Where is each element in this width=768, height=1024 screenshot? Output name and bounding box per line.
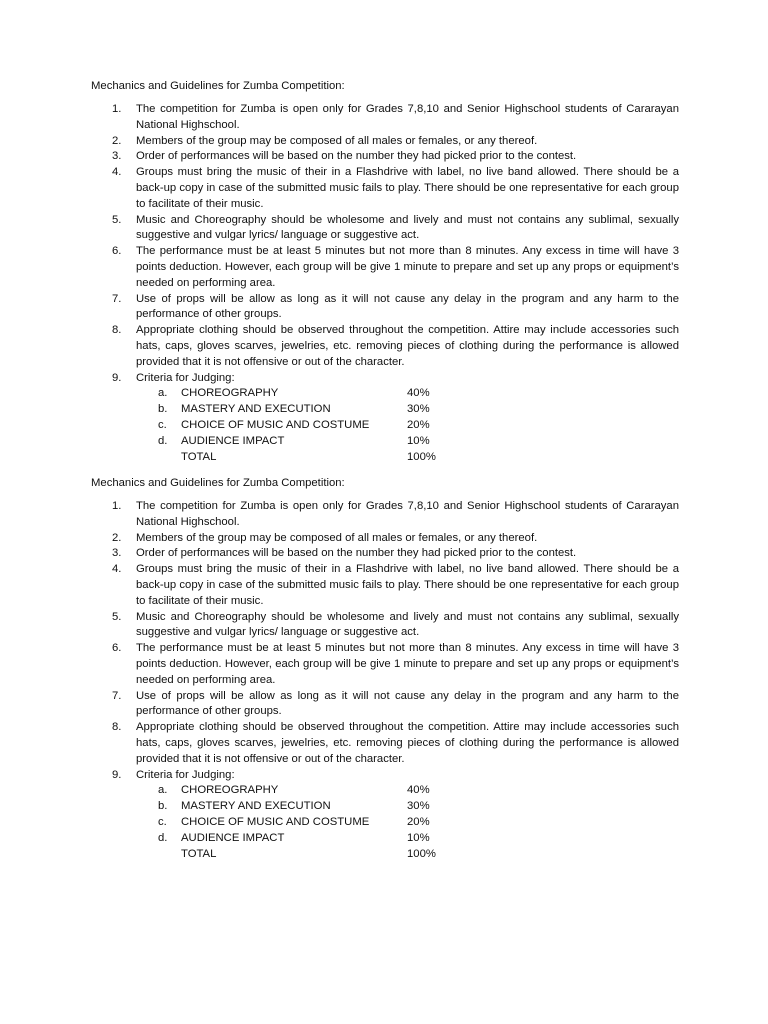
guidelines-section <box>91 476 679 863</box>
item-text: The competition for Zumba is open only for Grades 7,8,10 and Senior Highschool students of Cararayan National Highschool. <box>136 103 679 131</box>
criteria-row <box>91 783 679 799</box>
item-text: The competition for Zumba is open only for Grades 7,8,10 and Senior Highschool students of Cararayan National Highschool. <box>136 500 679 528</box>
guidelines-section <box>91 79 679 466</box>
criteria-percent: 30% <box>407 403 430 416</box>
item-number: 2. <box>112 531 122 544</box>
criteria-list <box>91 783 679 862</box>
criteria-letter: a. <box>158 387 168 400</box>
item-number: 6. <box>112 245 122 258</box>
criteria-name: TOTAL <box>181 450 217 463</box>
guidelines-list <box>91 102 679 386</box>
criteria-percent: 20% <box>407 419 430 432</box>
criteria-letter: c. <box>158 816 167 829</box>
item-number: 4. <box>112 166 122 179</box>
criteria-name: CHOREOGRAPHY <box>181 784 279 797</box>
criteria-name: AUDIENCE IMPACT <box>181 435 285 448</box>
list-item <box>91 371 679 387</box>
item-number: 3. <box>112 547 122 560</box>
item-number: 2. <box>112 134 122 147</box>
list-item <box>91 641 679 688</box>
criteria-row <box>91 799 679 815</box>
list-item <box>91 244 679 291</box>
item-text: Music and Choreography should be wholesome and lively and must not contains any sublimal, sexually suggestive and vulgar lyrics/ language or suggestive act. <box>136 213 679 242</box>
criteria-percent: 100% <box>407 847 436 860</box>
item-text: The performance must be at least 5 minutes but not more than 8 minutes. Any excess in time will have 3 points deduction. However, each group will be give 1 minute to prepare and set up any props or equipment’s needed on performing area. <box>136 642 679 686</box>
criteria-percent: 40% <box>407 387 430 400</box>
item-text: Criteria for Judging: <box>136 371 235 384</box>
section-heading: Mechanics and Guidelines for Zumba Competition: <box>91 80 345 92</box>
item-number: 5. <box>112 213 122 226</box>
criteria-name: CHOICE OF MUSIC AND COSTUME <box>181 816 370 829</box>
criteria-name: AUDIENCE IMPACT <box>181 832 285 845</box>
list-item <box>91 292 679 324</box>
criteria-percent: 40% <box>407 784 430 797</box>
section-heading: Mechanics and Guidelines for Zumba Competition: <box>91 477 345 489</box>
criteria-row <box>91 402 679 418</box>
list-item <box>91 610 679 642</box>
item-text: Criteria for Judging: <box>136 768 235 781</box>
item-text: Members of the group may be composed of all males or females, or any thereof. <box>136 531 538 544</box>
criteria-letter: d. <box>158 435 168 448</box>
criteria-row <box>91 418 679 434</box>
criteria-row <box>91 386 679 402</box>
item-text: The performance must be at least 5 minutes but not more than 8 minutes. Any excess in time will have 3 points deduction. However, each group will be give 1 minute to prepare and set up any props or equipment’s needed on performing area. <box>136 245 679 289</box>
list-item <box>91 720 679 767</box>
item-text: Order of performances will be based on the number they had picked prior to the contest. <box>136 150 577 163</box>
criteria-percent: 30% <box>407 800 430 813</box>
item-number: 7. <box>112 689 122 702</box>
criteria-name: TOTAL <box>181 847 217 860</box>
criteria-letter: b. <box>158 403 168 416</box>
list-item <box>91 531 679 547</box>
criteria-letter: d. <box>158 832 168 845</box>
criteria-row <box>91 434 679 450</box>
list-item <box>91 768 679 784</box>
criteria-letter: a. <box>158 784 168 797</box>
criteria-name: CHOREOGRAPHY <box>181 387 279 400</box>
list-item <box>91 689 679 721</box>
criteria-percent: 10% <box>407 832 430 845</box>
criteria-letter: c. <box>158 419 167 432</box>
criteria-percent: 20% <box>407 816 430 829</box>
item-number: 9. <box>112 371 122 384</box>
list-item <box>91 149 679 165</box>
criteria-percent: 10% <box>407 435 430 448</box>
list-item <box>91 134 679 150</box>
item-text: Order of performances will be based on the number they had picked prior to the contest. <box>136 547 577 560</box>
item-number: 1. <box>112 500 122 512</box>
criteria-row <box>91 831 679 847</box>
item-number: 8. <box>112 324 122 337</box>
guidelines-list <box>91 499 679 783</box>
item-text: Appropriate clothing should be observed throughout the competition. Attire may include accessories such hats, caps, gloves scarves, jewelries, etc. removing pieces of clothing during the performance is allowed provided that it is not offensive or out of the character. <box>136 324 679 368</box>
item-number: 6. <box>112 642 122 655</box>
item-number: 4. <box>112 563 122 576</box>
item-text: Members of the group may be composed of all males or females, or any thereof. <box>136 134 538 147</box>
list-item <box>91 499 679 531</box>
criteria-total-row <box>91 847 679 863</box>
item-number: 5. <box>112 610 122 623</box>
criteria-total-row <box>91 450 679 466</box>
item-number: 3. <box>112 150 122 163</box>
item-text: Music and Choreography should be wholesome and lively and must not contains any sublimal, sexually suggestive and vulgar lyrics/ language or suggestive act. <box>136 610 679 639</box>
item-number: 9. <box>112 768 122 781</box>
criteria-name: MASTERY AND EXECUTION <box>181 403 331 416</box>
list-item <box>91 213 679 245</box>
list-item <box>91 102 679 134</box>
item-text: Use of props will be allow as long as it will not cause any delay in the program and any harm to the performance of other groups. <box>136 292 679 321</box>
list-item <box>91 323 679 370</box>
criteria-name: CHOICE OF MUSIC AND COSTUME <box>181 419 370 432</box>
criteria-list <box>91 386 679 465</box>
criteria-letter: b. <box>158 800 168 813</box>
item-number: 1. <box>112 103 122 115</box>
item-number: 8. <box>112 721 122 734</box>
item-text: Groups must bring the music of their in a Flashdrive with label, no live band allowed. There should be a back-up copy in case of the submitted music fails to play. There should be one representative for each group to facilitate of their music. <box>136 563 679 607</box>
list-item <box>91 562 679 609</box>
item-text: Use of props will be allow as long as it will not cause any delay in the program and any harm to the performance of other groups. <box>136 689 679 718</box>
item-text: Groups must bring the music of their in a Flashdrive with label, no live band allowed. There should be a back-up copy in case of the submitted music fails to play. There should be one representative for each group to facilitate of their music. <box>136 166 679 210</box>
criteria-percent: 100% <box>407 450 436 463</box>
list-item <box>91 165 679 212</box>
list-item <box>91 546 679 562</box>
item-number: 7. <box>112 292 122 305</box>
criteria-row <box>91 815 679 831</box>
criteria-name: MASTERY AND EXECUTION <box>181 800 331 813</box>
item-text: Appropriate clothing should be observed throughout the competition. Attire may include accessories such hats, caps, gloves scarves, jewelries, etc. removing pieces of clothing during the performance is allowed provided that it is not offensive or out of the character. <box>136 721 679 765</box>
